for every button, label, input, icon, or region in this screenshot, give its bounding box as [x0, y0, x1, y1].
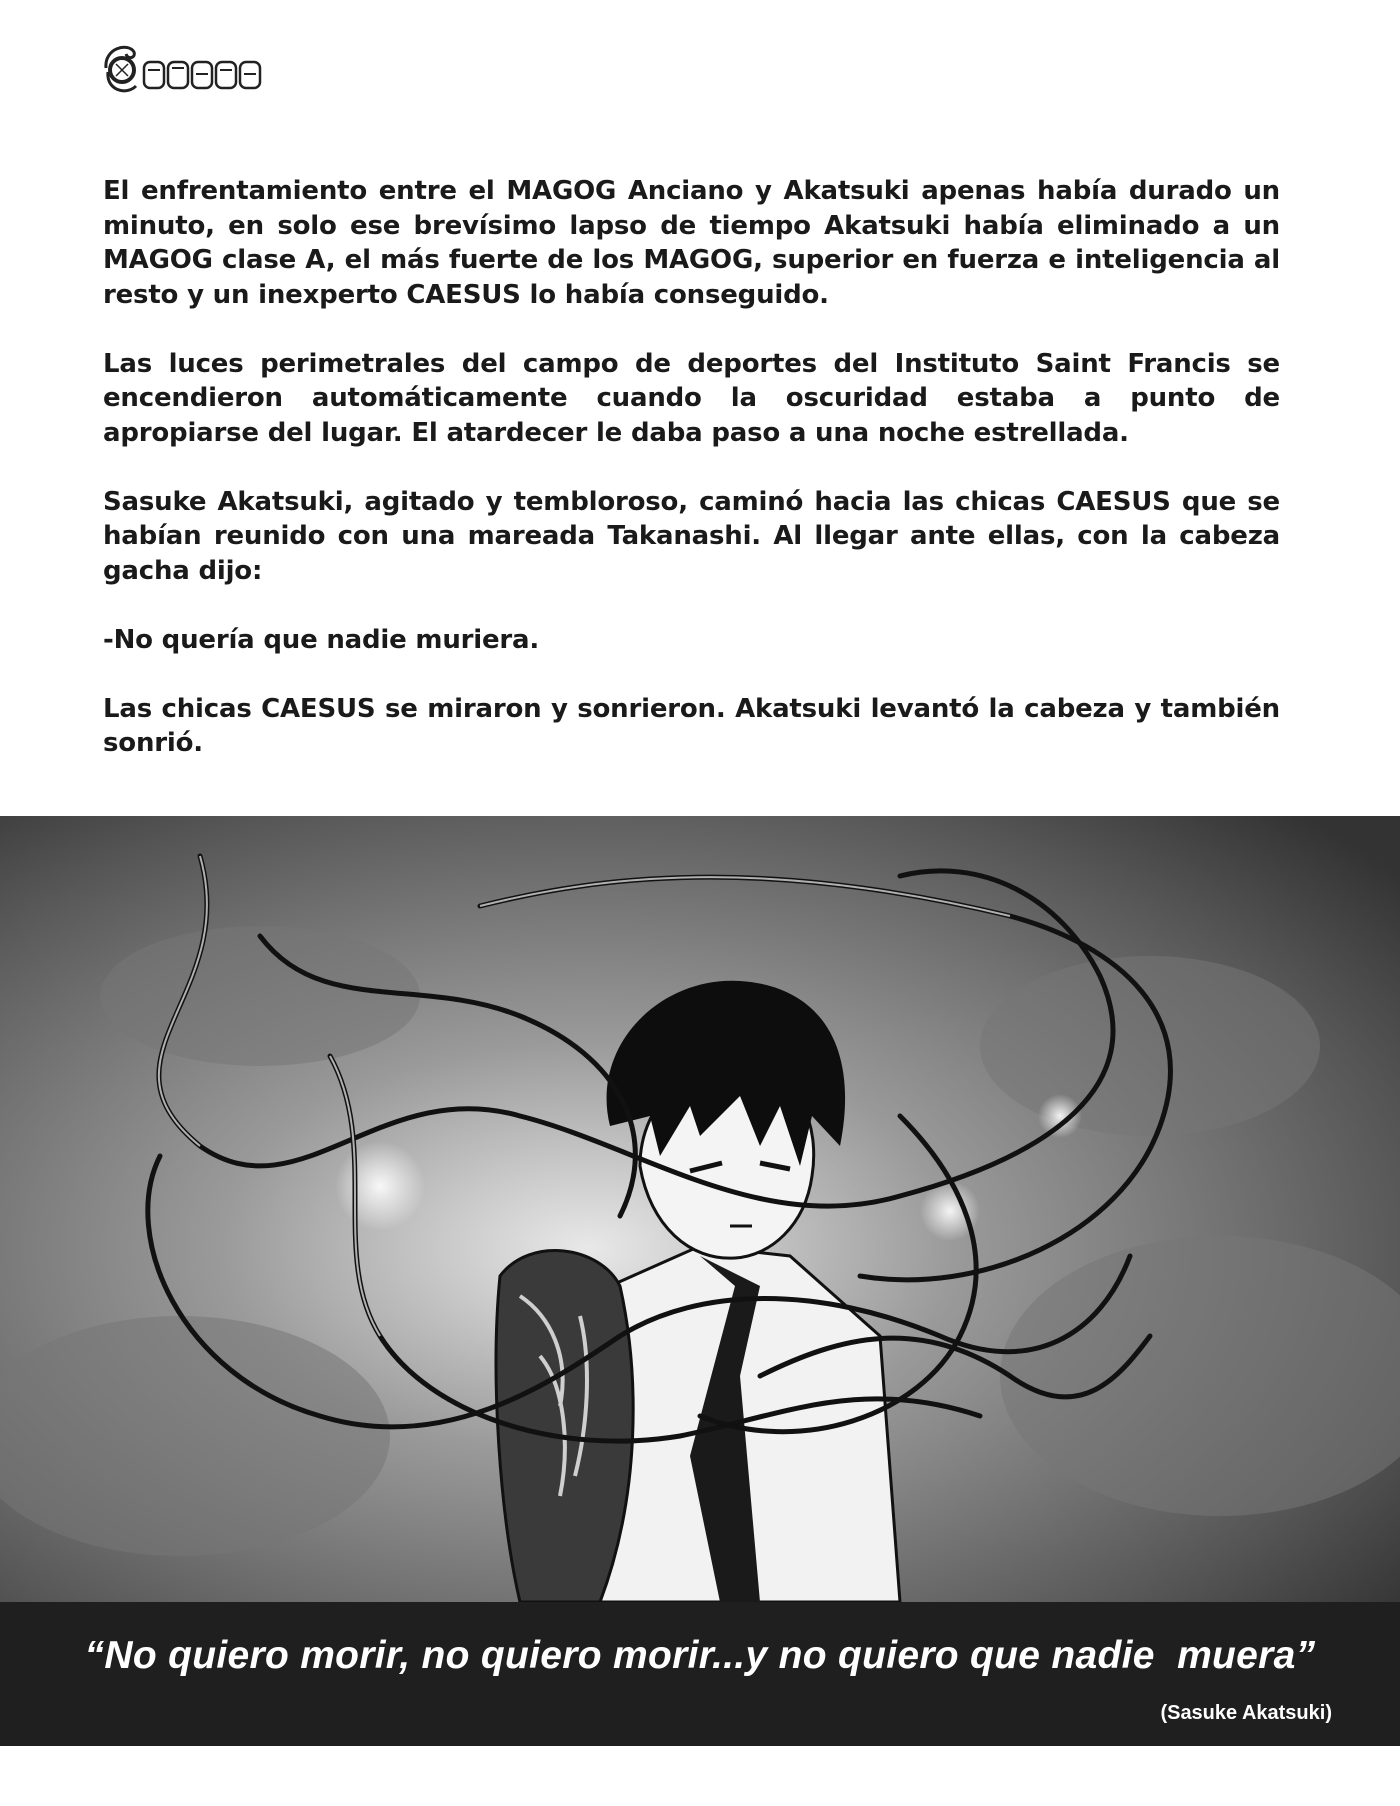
svg-text:Caesus: Caesus: [194, 91, 206, 95]
paragraph: Las chicas CAESUS se miraron y sonrieron. Akatsuki levantó la cabeza y también sonrió.: [103, 693, 1280, 758]
caesus-logo: [100, 38, 265, 100]
quote-banner: [0, 1602, 1400, 1746]
character-quote: “No quiero morir, no quiero morir...y no quiero que nadie muera”: [84, 1634, 1316, 1677]
character-artwork: [0, 816, 1400, 1602]
manga-illustration: [0, 816, 1400, 1602]
quote-attribution: (Sasuke Akatsuki): [1160, 1702, 1332, 1724]
paragraph: Las luces perimetrales del campo de deportes del Instituto Saint Francis se encendieron automáticamente cuando la oscuridad estaba a punto de apropiarse del lugar. El atardecer le daba paso a una noche estrellada.: [103, 348, 1280, 448]
logo-emblem: [100, 38, 265, 100]
paragraph: El enfrentamiento entre el MAGOG Anciano y Akatsuki apenas había durado un minuto, en solo ese brevísimo lapso de tiempo Akatsuki había eliminado a un MAGOG clase A, el más fuerte de los MAGOG, superior en fuerza e inteligencia al resto y un inexperto CAESUS lo había conseguido.: [103, 176, 1280, 310]
paragraph: Sasuke Akatsuki, agitado y tembloroso, caminó hacia las chicas CAESUS que se habían reunido con una mareada Takanashi. Al llegar ante ellas, con la cabeza gacha dijo:: [103, 486, 1280, 586]
paragraph: -No quería que nadie muriera.: [103, 624, 540, 655]
story-text: [103, 174, 1280, 795]
